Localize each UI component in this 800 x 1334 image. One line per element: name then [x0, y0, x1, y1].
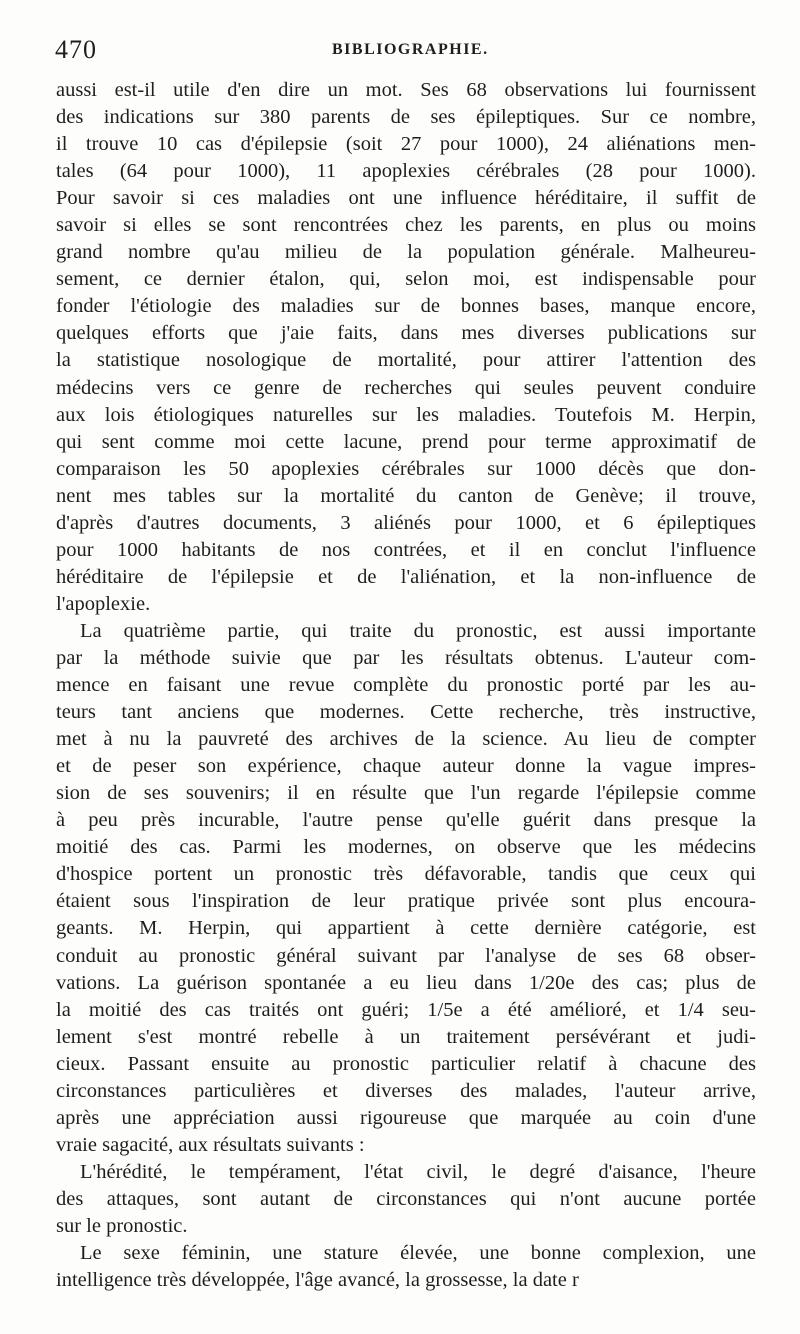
text-line: sement, ce dernier étalon, qui, selon moi, est indispensable pour	[56, 268, 756, 291]
text-line: l'apoplexie.	[56, 592, 151, 615]
text-line: la statistique nosologique de mortalité, pour attirer l'attention des	[56, 349, 756, 372]
text-line: circonstances particulières et diverses des malades, l'auteur arrive,	[56, 1079, 756, 1102]
text-line: et de peser son expérience, chaque auteur donne la vague impres-	[56, 755, 756, 778]
text-line: d'après d'autres documents, 3 aliénés pour 1000, et 6 épileptiques	[56, 511, 756, 534]
text-line: par la méthode suivie que par les résultats obtenus. L'auteur com-	[56, 646, 756, 669]
text-line: comparaison les 50 apoplexies cérébrales sur 1000 décès que don-	[56, 457, 756, 480]
text-line: La quatrième partie, qui traite du pronostic, est aussi importante	[80, 619, 756, 642]
text-line: héréditaire de l'épilepsie et de l'aliénation, et la non-influence de	[56, 565, 756, 588]
text-line: d'hospice portent un pronostic très défavorable, tandis que ceux qui	[56, 863, 756, 886]
page-number: 470	[55, 35, 97, 64]
text-line: quelques efforts que j'aie faits, dans mes diverses publications sur	[56, 322, 756, 345]
running-head	[55, 36, 755, 64]
text-line: des indications sur 380 parents de ses épileptiques. Sur ce nombre,	[56, 106, 756, 129]
paragraph	[56, 1240, 756, 1294]
text-line: mence en faisant une revue complète du pronostic porté par les au-	[56, 674, 756, 697]
paragraph	[56, 1159, 756, 1240]
text-line: sur le pronostic.	[56, 1214, 188, 1237]
text-line: cieux. Passant ensuite au pronostic particulier relatif à chacune des	[56, 1052, 756, 1075]
text-line: savoir si elles se sont rencontrées chez les parents, en plus ou moins	[56, 214, 756, 237]
text-line: intelligence très développée, l'âge avancé, la grossesse, la date r	[56, 1269, 579, 1292]
running-title: BIBLIOGRAPHIE.	[332, 41, 489, 58]
paragraph	[56, 618, 756, 1159]
text-line: vations. La guérison spontanée a eu lieu dans 1/20e des cas; plus de	[56, 971, 756, 994]
text-line: nent mes tables sur la mortalité du canton de Genève; il trouve,	[56, 484, 756, 507]
text-line: met à nu la pauvreté des archives de la science. Au lieu de compter	[56, 728, 756, 751]
text-line: conduit au pronostic général suivant par l'analyse de ses 68 obser-	[56, 944, 756, 967]
text-line: tales (64 pour 1000), 11 apoplexies cérébrales (28 pour 1000).	[56, 160, 756, 183]
text-line: des attaques, sont autant de circonstances qui n'ont aucune portée	[56, 1187, 756, 1210]
text-line: étaient sous l'inspiration de leur pratique privée sont plus encoura-	[56, 890, 756, 913]
text-line: aussi est-il utile d'en dire un mot. Ses 68 observations lui fournissent	[56, 79, 756, 101]
text-line: grand nombre qu'au milieu de la population générale. Malheureu-	[56, 241, 756, 264]
paragraph	[56, 77, 756, 618]
text-line: la moitié des cas traités ont guéri; 1/5e a été amélioré, et 1/4 seu-	[56, 998, 756, 1021]
text-line: aux lois étiologiques naturelles sur les maladies. Toutefois M. Herpin,	[56, 403, 756, 426]
text-line: moitié des cas. Parmi les modernes, on observe que les médecins	[56, 836, 756, 859]
body-text	[56, 77, 756, 1294]
text-line: médecins vers ce genre de recherches qui seules peuvent conduire	[56, 376, 756, 399]
text-line: fonder l'étiologie des maladies sur de bonnes bases, manque encore,	[56, 295, 756, 318]
text-line: Pour savoir si ces maladies ont une influence héréditaire, il suffit de	[56, 187, 756, 210]
text-line: à peu près incurable, l'autre pense qu'elle guérit dans presque la	[56, 809, 756, 832]
text-line: Le sexe féminin, une stature élevée, une bonne complexion, une	[80, 1242, 756, 1265]
text-line: pour 1000 habitants de nos contrées, et il en conclut l'influence	[56, 538, 756, 561]
text-line: qui sent comme moi cette lacune, prend pour terme approximatif de	[56, 430, 756, 453]
text-line: vraie sagacité, aux résultats suivants :	[56, 1133, 365, 1156]
text-line: L'hérédité, le tempérament, l'état civil, le degré d'aisance, l'heure	[80, 1160, 756, 1183]
text-line: geants. M. Herpin, qui appartient à cette dernière catégorie, est	[56, 917, 756, 940]
text-line: après une appréciation aussi rigoureuse que marquée au coin d'une	[56, 1106, 756, 1129]
text-line: lement s'est montré rebelle à un traitement persévérant et judi-	[56, 1025, 756, 1048]
text-line: sion de ses souvenirs; il en résulte que l'un regarde l'épilepsie comme	[56, 782, 756, 805]
text-line: teurs tant anciens que modernes. Cette recherche, très instructive,	[56, 701, 756, 724]
text-line: il trouve 10 cas d'épilepsie (soit 27 pour 1000), 24 aliénations men-	[56, 133, 756, 156]
